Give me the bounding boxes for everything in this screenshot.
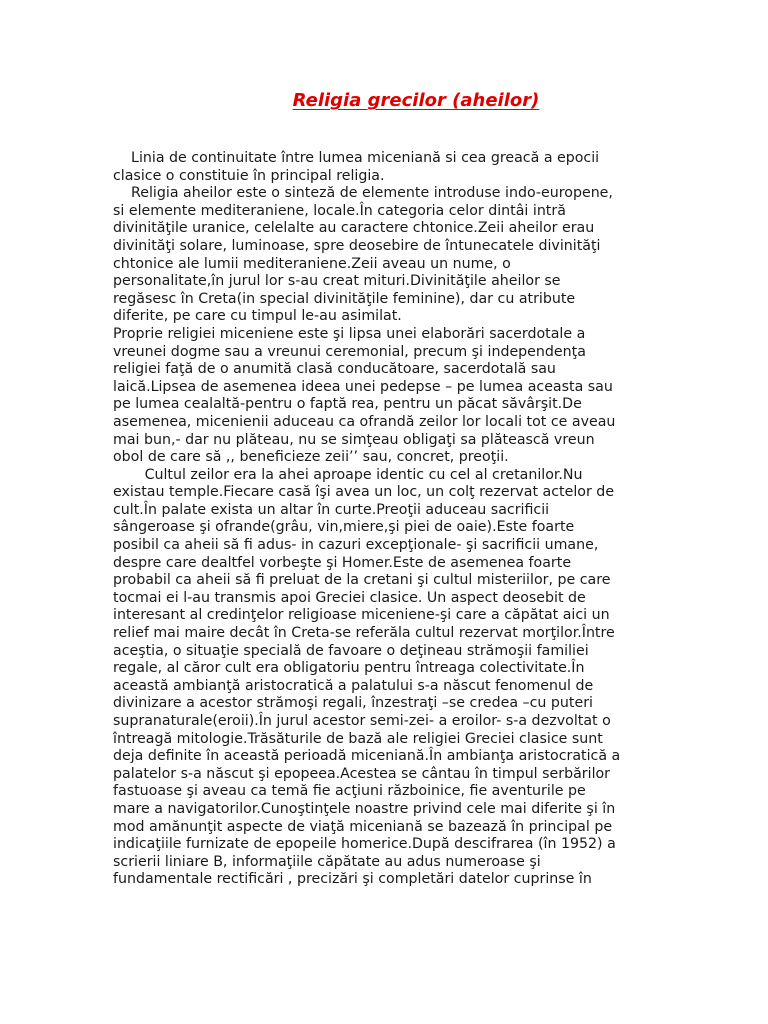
text-line: fastuoase şi aveau ca temă fie acţiuni războinice, fie aventurile pe <box>113 783 586 800</box>
text-line: si elemente mediteraniene, locale.În categoria celor dintâi intră <box>113 202 566 219</box>
text-line: supranaturale(eroii).În jurul acestor semi-zei- a eroilor- s-a dezvoltat o <box>113 713 611 729</box>
text-line: diferite, pe care cu timpul le-au asimilat. <box>113 308 402 325</box>
text-line: Proprie religiei miceniene este şi lipsa unei elaborări sacerdotale a <box>113 325 586 342</box>
document-body <box>113 150 653 889</box>
text-line: divinităţile uranice, celelalte au caractere chtonice.Zeii aheilor erau <box>113 220 595 237</box>
text-line: asemenea, micenienii aduceau ca ofrandă zeilor lor locali tot ce aveau <box>113 413 616 430</box>
text-line: fundamentale rectificări , precizări şi completări datelor cuprinse în <box>113 871 592 888</box>
text-line: indicaţiile furnizate de epopeile homerice.După descifrarea (în 1952) a <box>113 836 616 853</box>
document-title: Religia grecilor (aheilor) <box>292 90 540 111</box>
text-line: sângeroase şi ofrande(grâu, vin,miere,şi piei de oaie).Este foarte <box>113 519 575 536</box>
text-line: personalitate,în jurul lor s-au creat mituri.Divinităţile aheilor se <box>113 273 561 290</box>
text-line: despre care dealtfel vorbeşte şi Homer.Este de asemenea foarte <box>113 554 572 571</box>
text-line: posibil ca aheii să fi adus- in cazuri excepţionale- şi sacrificii umane, <box>113 537 599 554</box>
text-line: Religia aheilor este o sinteză de elemente introduse indo-europene, <box>113 185 613 202</box>
text-line: scrierii liniare B, informaţiile căpătate au adus numeroase şi <box>113 853 541 870</box>
text-line: aceştia, o situaţie specială de favoare o deţineau strămoşii familiei <box>113 642 589 659</box>
text-line: chtonice ale lumii mediteraniene.Zeii aveau un nume, o <box>113 255 511 272</box>
text-line: tocmai ei l-au transmis apoi Greciei clasice. Un aspect deosebit de <box>113 589 586 606</box>
text-line: relief mai maire decât în Creta-se referăla cultul rezervat morţilor.Între <box>113 625 615 642</box>
text-line: obol de care să ,, beneficieze zeii’’ sau, concret, preoţii. <box>113 449 509 466</box>
text-line: clasice o constituie în principal religia. <box>113 167 385 184</box>
text-line: Cultul zeilor era la ahei aproape identic cu cel al cretanilor.Nu <box>113 466 583 483</box>
text-line: pe lumea cealaltă-pentru o faptă rea, pentru un păcat săvârşit.De <box>113 396 582 413</box>
text-line: vreunei dogme sau a vreunui ceremonial, precum şi independenţa <box>113 343 586 360</box>
text-line: palatelor s-a născut şi epopeea.Acestea se cântau în timpul serbărilor <box>113 765 611 782</box>
text-line: religiei faţă de o anumită clasă conducătoare, sacerdotală sau <box>113 361 556 378</box>
text-line: mod amănunţit aspecte de viaţă miceniană se bazează în principal pe <box>113 818 613 835</box>
text-line: deja definite în această perioadă miceniană.În ambianţa aristocratică a <box>113 748 621 765</box>
text-line: probabil ca aheii să fi preluat de la cretani şi cultul misteriilor, pe care <box>113 572 611 589</box>
text-line: Linia de continuitate între lumea miceniană si cea greacă a epocii <box>113 150 600 166</box>
text-line: existau temple.Fiecare casă îşi avea un loc, un colţ rezervat actelor de <box>113 484 615 501</box>
text-line: divinizare a acestor strămoşi regali, înzestraţi –se credea –cu puteri <box>113 695 593 712</box>
text-line: divinităţi solare, luminoase, spre deosebire de întunecatele divinităţi <box>113 237 601 254</box>
text-line: cult.În palate exista un altar în curte.Preoţii aduceau sacrificii <box>113 501 550 518</box>
text-line: interesant al credinţelor religioase miceniene-şi care a căpătat aici un <box>113 607 610 624</box>
text-line: regăsesc în Creta(in special divinităţile feminine), dar cu atribute <box>113 290 576 307</box>
text-line: întreagă mitologie.Trăsăturile de bază ale religiei Greciei clasice sunt <box>113 730 603 747</box>
text-line: această ambianţă aristocratică a palatului s-a născut fenomenul de <box>113 677 594 694</box>
text-line: mai bun,- dar nu plăteau, nu se simţeau obligaţi sa plătească vreun <box>113 431 595 448</box>
text-line: laică.Lipsea de asemenea ideea unei pedepse – pe lumea aceasta sau <box>113 378 613 395</box>
text-line: mare a navigatorilor.Cunoştinţele noastre privind cele mai diferite şi în <box>113 800 616 817</box>
text-line: regale, al căror cult era obligatoriu pentru întreaga colectivitate.În <box>113 660 585 677</box>
